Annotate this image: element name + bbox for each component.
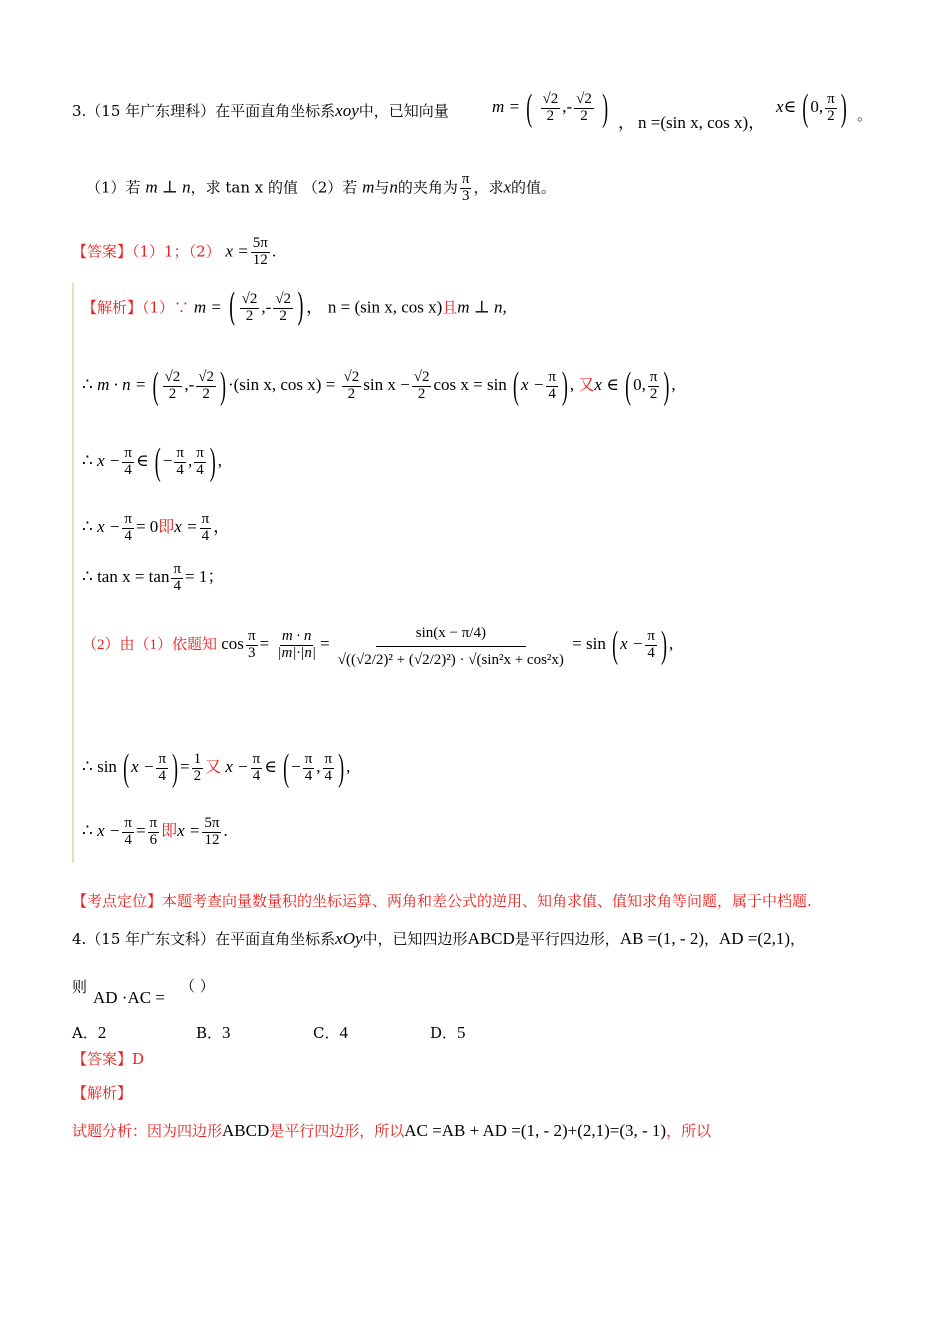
q4-then: 则 — [72, 978, 88, 996]
kaodian-label: 【考点定位】 — [72, 892, 163, 910]
q3-analysis-line5: ∴ tan x = tan $\frac{\pi}{4}$ = 1； — [82, 561, 225, 594]
q3-kaodian — [72, 890, 812, 911]
q4-option-a: A．2 — [72, 1023, 107, 1042]
q3-analysis-line4: ∴ x − $\frac{\pi}{4}$ = 0即x = $\frac{\pi}{4}$ ， — [82, 511, 231, 544]
q3-line1 — [72, 100, 449, 121]
q3-x-range: x∈ ( 0, $\frac{\pi}{2}$ ) — [776, 86, 847, 129]
q3-answer: 【答案】（1）1；（2） x = $\frac{5\pi}{12}$ . — [72, 235, 277, 268]
analysis-label: 【解析】 — [82, 298, 143, 317]
q3-analysis-line3: ∴ x − $\frac{\pi}{4}$ ∈ ( − $\frac{\pi}{4}$ , $\frac{\pi}{4}$ ) , — [82, 440, 223, 483]
q3-xoy: xoy — [335, 101, 359, 120]
answer-label: 【答案】 — [72, 242, 133, 261]
q4-blank: （ ） — [180, 977, 215, 995]
q3-m-perp-n: m ⊥ n — [145, 177, 191, 197]
q3-sep1: ， — [618, 113, 635, 132]
q3-intro: 3.（15 年广东理科）在平面直角坐标系 — [72, 102, 336, 120]
q3-given: 中，已知向量 — [358, 102, 449, 120]
q4-option-d: D．5 — [430, 1023, 466, 1042]
q3-analysis-line8: ∴ x − $\frac{\pi}{4}$ = $\frac{\pi}{6}$ 即x = $\frac{5\pi}{12}$ . — [82, 815, 228, 848]
analysis-sidebar-line — [72, 283, 74, 863]
q3-n-vector: n =(sin x, cos x)， — [638, 113, 766, 132]
kaodian-text: 本题考查向量数量积的坐标运算、两角和差公式的逆用、知角求值、值知求角等问题，属于中档题. — [162, 892, 812, 910]
q4-answer: 【答案】D — [72, 1050, 145, 1068]
q3-analysis-line1: 【解析】（1）∵ m = ( $\frac{√2}{2}$ ,- $\frac{√2}{2}$ ) ， n = (sin x, cos x)且m ⊥ n, — [82, 286, 507, 331]
q3-m-eq: m = — [492, 97, 520, 117]
q4-analysis-label: 【解析】 — [72, 1084, 133, 1102]
q4-analysis-line: 试题分析：因为四边形ABCD是平行四边形，所以AC =AB + AD =(1, - 2)+(2,1)=(3, - 1)，所以 — [72, 1121, 712, 1140]
part2-label: （2）由（1）依题知 — [82, 637, 218, 654]
q3-parts: （1）若 m ⊥ n，求 tan x 的值 （2）若 m与n的夹角为 $\frac{\pi}{3}$ ，求x的值。 — [86, 171, 557, 204]
q4-expr: AD ·AC = — [93, 988, 165, 1007]
q3-end: 。 — [857, 106, 873, 124]
q4-option-b: B．3 — [196, 1023, 231, 1042]
q4-option-c: C．4 — [313, 1023, 348, 1042]
q4-line1: 4.（15 年广东文科）在平面直角坐标系xOy中，已知四边形ABCD是平行四边形，AB =(1, - 2)，AD =(2,1)， — [72, 929, 805, 948]
q3-analysis-part2: （2）由（1）依题知 cos $\frac{\pi}{3}$ = $\frac{m \cdot n}{|m|\cdot|n|}$ = $\frac{\sin(x - \pi/4)}{\text{√((√2/2)² + (√2/2)²) · √(sin²x + cos²x)}}$ = sin ( x − $\frac{\pi}{4}$ ) , — [82, 623, 674, 668]
q3-analysis-line2: ∴ m · n = ( $\frac{√2}{2}$ ,- $\frac{√2}{2}$ ) ·(sin x, cos x) = $\frac{√2}{2}$ sin x − $\frac{√2}{2}$ cos x = sin ( x − $\frac{\pi}{4}$ ) , 又x ∈ ( 0, $\frac{\pi}{2}$ ) , — [82, 364, 676, 407]
q3-m-vector: m = ( $\frac{√2}{2}$ ,- $\frac{√2}{2}$ ) — [492, 86, 609, 129]
q3-analysis-line7: ∴ sin ( x − $\frac{\pi}{4}$ ) = $\frac{1}{2}$ 又 x − $\frac{\pi}{4}$ ∈ ( − $\frac{\pi}{4}$ , $\frac{\pi}{4}$ ) , — [82, 746, 351, 789]
